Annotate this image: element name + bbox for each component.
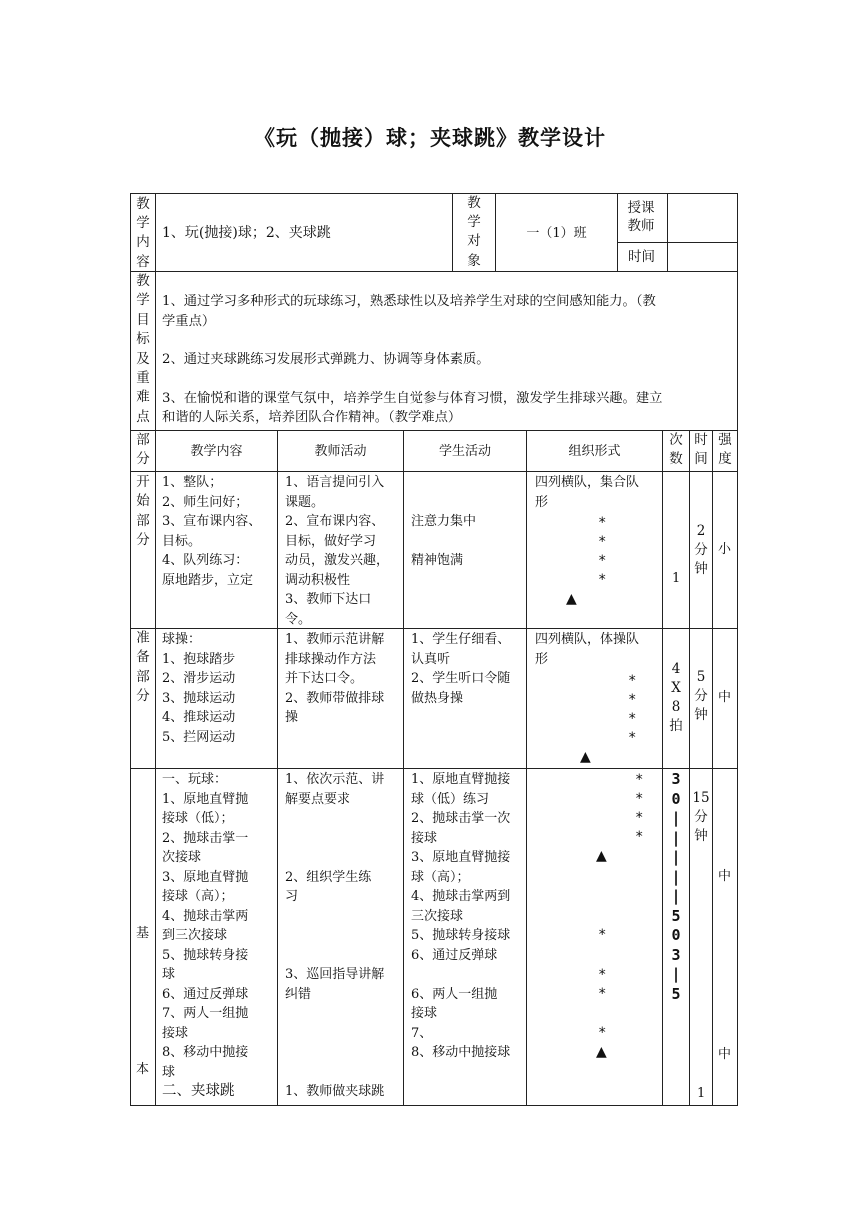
col-org: [526, 430, 663, 472]
basic-time-cell: [689, 768, 713, 1106]
basic-student-line: 接球: [411, 1006, 438, 1021]
prep-intensity: 中: [718, 690, 732, 705]
basic-student-line: 球（低）练习: [411, 791, 490, 807]
col-student: [403, 430, 527, 472]
basic-content-line: 2、抛球击掌一: [162, 830, 249, 846]
basic-teacher-line: 纠错: [285, 986, 312, 1002]
prep-teacher-cell: [277, 628, 404, 769]
prep-teacher-line: 操: [285, 710, 299, 725]
start-content-line: 3、宣布课内容、: [162, 514, 262, 529]
start-intensity: 小: [718, 542, 732, 557]
prep-content-line: 1、抱球踏步: [162, 651, 236, 667]
start-content-line: 1、整队；: [162, 475, 223, 490]
teacher-marker: ▲: [596, 1044, 607, 1060]
basic-teacher-line: 解要点要求: [285, 791, 351, 807]
start-student-line: 注意力集中: [411, 514, 477, 529]
basic-student-line: 7、: [411, 1025, 433, 1041]
basic-time: 15分钟: [692, 790, 710, 845]
student-marker: *: [598, 967, 607, 983]
basic-teacher-line: [285, 1063, 384, 1083]
content-value-cell: [155, 193, 453, 272]
basic-content-line: 1、原地直臂抛: [162, 791, 249, 807]
student-marker: *: [628, 692, 637, 708]
time-label-cell: [617, 242, 668, 272]
page-title: 《玩（抛接）球；夹球跳》教学设计: [254, 126, 606, 150]
goals-label-cell: [130, 271, 156, 431]
prep-student-line: 做热身操: [411, 690, 464, 706]
basic-content-line: 3、原地直臂抛: [162, 869, 249, 885]
prep-org-line: 四列横队，体操队: [535, 632, 640, 647]
col-part: [130, 430, 156, 472]
prep-student-line: 2、学生听口令随: [411, 671, 511, 686]
student-marker: *: [598, 927, 607, 943]
prep-time: 5分钟: [694, 669, 708, 724]
start-part-cell: [130, 471, 156, 629]
basic-student-cell: [403, 768, 527, 1106]
start-teacher-line: 动员，激发兴趣，: [285, 553, 390, 568]
basic-part-cell: [130, 768, 156, 1106]
start-student-cell: [403, 471, 527, 629]
start-student: [411, 512, 476, 571]
basic-intensity-cell: [712, 768, 738, 1106]
content-value: 1、玩(抛接)球；2、夹球跳: [162, 225, 331, 241]
start-content-line: 原地踏步，立定: [162, 572, 254, 588]
goal-line: 和谐的人际关系，培养团队合作精神。（教学难点）: [162, 410, 462, 425]
prep-student-line: 认真听: [411, 651, 451, 667]
basic-part-text: 基本: [136, 926, 150, 1077]
start-org-line: 形: [535, 494, 549, 510]
col-teacher: [277, 430, 404, 472]
start-part-label: 开始部分: [136, 474, 150, 548]
basic-student-line: 3、原地直臂抛接: [411, 850, 511, 865]
start-org: [535, 473, 639, 512]
basic-teacher-line: 2、组织学生练: [285, 869, 372, 885]
student-marker: *: [598, 572, 607, 588]
col-intensity-label: 强度: [718, 432, 732, 468]
time-value-cell: [667, 242, 738, 272]
student-marker: *: [598, 986, 607, 1002]
basic-content-line: 接球（高）；: [162, 889, 234, 904]
prep-content-line: 2、滑步运动: [162, 671, 236, 686]
prep-org-cell: [526, 628, 663, 769]
basic-teacher-line: [285, 946, 384, 966]
basic-content-line: 球: [162, 1064, 176, 1080]
basic-content-line: 接球（低）；: [162, 811, 234, 826]
basic-teacher-line: [285, 926, 384, 946]
basic-content-line: 到三次接球: [162, 928, 228, 943]
basic-teacher-line: 3、巡回指导讲解: [285, 967, 385, 982]
basic-content: [162, 770, 248, 1102]
basic-teacher-line: 习: [285, 889, 299, 904]
goals-content-cell: [155, 271, 738, 431]
col-part-label: 部分: [136, 432, 150, 467]
teacher-marker: ▲: [596, 848, 607, 864]
teacher-marker: ▲: [566, 591, 577, 607]
start-teacher-line: 2、宣布课内容、: [285, 514, 385, 529]
prep-org: [535, 630, 639, 669]
col-times: [662, 430, 690, 472]
basic-intensity: 中: [718, 869, 732, 884]
col-time-label: 时间: [694, 432, 708, 468]
basic-content-line: 5、抛球转身接: [162, 947, 249, 963]
col-content-label: 教学内容: [190, 444, 243, 459]
basic-content-line: 接球: [162, 1025, 189, 1041]
goals-text: [162, 292, 662, 428]
start-student-line: 精神饱满: [411, 553, 464, 568]
teacher-label: 授课教师: [627, 200, 655, 234]
basic-content-cell: [155, 768, 278, 1106]
student-marker: *: [635, 772, 644, 788]
basic-student-line: 5、抛球转身接球: [411, 928, 511, 943]
basic-teacher: [285, 770, 384, 1102]
student-marker: *: [635, 829, 644, 845]
start-content-line: 4、队列练习：: [162, 553, 249, 568]
basic-student-line: 8、移动中抛接球: [411, 1045, 511, 1060]
prep-content-cell: [155, 628, 278, 769]
start-teacher-line: 调动积极性: [285, 572, 351, 588]
target-label: 教学对象: [467, 195, 481, 269]
col-times-label: 次数: [669, 432, 683, 468]
start-time: 2分钟: [694, 523, 708, 578]
basic-teacher-line: [285, 1043, 384, 1063]
prep-content: [162, 630, 235, 747]
start-content: [162, 473, 261, 590]
basic-student-line: 接球: [411, 830, 438, 846]
start-teacher-line: 课题。: [285, 494, 325, 510]
prep-content-line: 4、推球运动: [162, 710, 236, 725]
goal-line: 1、通过学习多种形式的玩球练习，熟悉球性以及培养学生对球的空间感知能力。（教: [162, 294, 656, 309]
time-label: 时间: [628, 249, 655, 265]
basic-student-line: 2、抛球击掌一次: [411, 811, 511, 826]
basic-teacher-line: [285, 907, 384, 927]
prep-content-line: 球操：: [162, 632, 202, 647]
prep-teacher-line: 并下达口令。: [285, 671, 364, 686]
basic-times: 30|||||50 3|5: [671, 770, 681, 1003]
student-marker: *: [635, 810, 644, 826]
start-teacher-line: 令。: [285, 611, 312, 627]
prep-part-label: 准备部分: [136, 630, 150, 704]
basic-content-line: 一、玩球：: [162, 772, 228, 787]
col-student-label: 学生活动: [438, 444, 491, 459]
start-teacher-line: 目标，做好学习: [285, 533, 377, 549]
start-content-line: 目标。: [162, 533, 202, 549]
basic-teacher-line: [285, 848, 384, 868]
start-teacher-line: 1、语言提问引入: [285, 475, 385, 490]
basic-teacher-line: [285, 1004, 384, 1024]
basic-content-line: 次接球: [162, 850, 202, 865]
goal-line: 2、通过夹球跳练习发展形式弹跳力、协调等身体素质。: [162, 352, 490, 367]
target-value-cell: [495, 193, 618, 272]
basic-times-cell: [662, 768, 690, 1106]
goals-label: 教学目标及重难点: [136, 273, 150, 425]
col-teacher-label: 教师活动: [314, 444, 367, 459]
basic-content-line: 6、通过反弹球: [162, 986, 249, 1002]
target-value: 一（1）班: [526, 226, 587, 241]
col-org-label: 组织形式: [568, 444, 621, 459]
start-teacher-line: 3、教师下达口: [285, 592, 372, 607]
goal-line: 3、在愉悦和谐的课堂气氛中，培养学生自觉参与体育习惯，激发学生排球兴趣。建立: [162, 390, 663, 406]
student-marker: *: [628, 711, 637, 727]
basic-content-line: 二、夹球跳: [162, 1083, 235, 1099]
start-org-cell: [526, 471, 663, 629]
basic-student-line: 4、抛球击掌两到: [411, 889, 511, 904]
student-marker: *: [598, 534, 607, 550]
basic-student-line: 三次接球: [411, 908, 464, 924]
basic-student-line: 球（高）；: [411, 869, 470, 885]
start-teacher: [285, 473, 389, 629]
student-marker: *: [628, 673, 637, 689]
start-time-cell: [689, 471, 713, 629]
prep-content-line: 3、抛球运动: [162, 690, 236, 706]
teacher-value-cell: [667, 193, 738, 243]
start-times: 1: [672, 571, 681, 586]
start-times-cell: [662, 471, 690, 629]
prep-org-line: 形: [535, 651, 549, 667]
prep-time-cell: [689, 628, 713, 769]
basic-teacher-line: [285, 809, 384, 829]
prep-student: [411, 630, 510, 708]
content-label: 教学内容: [136, 196, 150, 270]
prep-teacher-line: 2、教师带做排球: [285, 690, 385, 706]
basic-content-line: 8、移动中抛接: [162, 1045, 249, 1060]
basic-student-line: 1、原地直臂抛接: [411, 772, 511, 787]
basic-student: [411, 770, 510, 1063]
start-content-line: 2、师生问好；: [162, 494, 249, 510]
target-label-cell: [452, 193, 496, 272]
basic-student-line: 6、通过反弹球: [411, 947, 498, 963]
goal-line: 学重点）: [162, 313, 216, 329]
basic-teacher-line: 1、依次示范、讲: [285, 772, 385, 787]
prep-times: 4X8拍: [669, 661, 683, 734]
basic-student-line: [411, 965, 510, 985]
student-marker: *: [598, 515, 607, 531]
prep-teacher-line: 排球操动作方法: [285, 651, 377, 667]
start-student-line: [411, 532, 476, 552]
prep-intensity-cell: [712, 628, 738, 769]
start-org-line: 四列横队，集合队: [535, 475, 640, 490]
start-intensity-cell: [712, 471, 738, 629]
content-label-cell: [130, 193, 156, 272]
teacher-label-cell: [617, 193, 668, 243]
start-content-cell: [155, 471, 278, 629]
basic-teacher-line: [285, 829, 384, 849]
basic-student-line: 6、两人一组抛: [411, 986, 498, 1002]
basic-org-cell: [526, 768, 663, 1106]
col-intensity: [712, 430, 738, 472]
basic-content-line: 7、两人一组抛: [162, 1006, 249, 1021]
basic-teacher-cell: [277, 768, 404, 1106]
basic-time-bottom: 1: [697, 1086, 706, 1101]
basic-content-line: 球: [162, 967, 176, 982]
teacher-marker: ▲: [580, 749, 591, 765]
prep-part-cell: [130, 628, 156, 769]
col-time: [689, 430, 713, 472]
student-marker: *: [598, 1025, 607, 1041]
basic-content-line: 4、抛球击掌两: [162, 908, 249, 924]
start-teacher-cell: [277, 471, 404, 629]
col-content: [155, 430, 278, 472]
prep-student-cell: [403, 628, 527, 769]
basic-teacher-line: [285, 1024, 384, 1044]
basic-part-label: [136, 866, 150, 1106]
prep-content-line: 5、拦网运动: [162, 729, 236, 745]
basic-teacher-line: 1、教师做夹球跳: [285, 1084, 385, 1099]
prep-times-cell: [662, 628, 690, 769]
prep-teacher: [285, 630, 384, 728]
student-marker: *: [635, 791, 644, 807]
prep-student-line: 1、学生仔细看、: [411, 632, 511, 647]
basic-intensity: 中: [718, 1047, 732, 1062]
student-marker: *: [628, 730, 637, 746]
student-marker: *: [598, 553, 607, 569]
prep-teacher-line: 1、教师示范讲解: [285, 632, 385, 647]
